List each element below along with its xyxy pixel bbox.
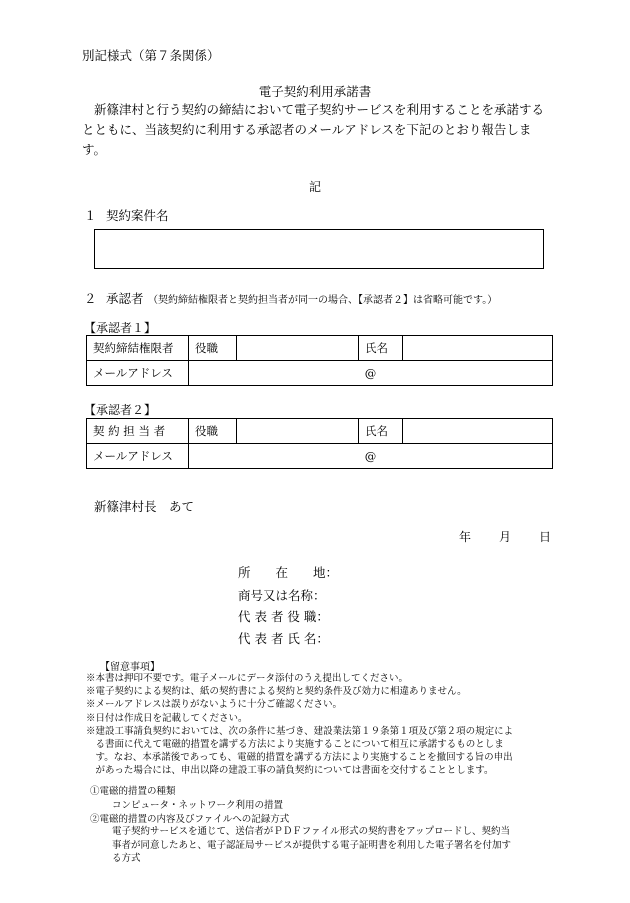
notes-list (86, 672, 513, 778)
applicant-company-label: 商号又は名称： (238, 588, 326, 603)
notes-heading: 【留意事項】 (100, 662, 160, 673)
date-day: 日 (539, 530, 552, 544)
approver1-title-label: 役職 (189, 336, 237, 361)
note-line: ※本書は押印不要です。電子メールにデータ添付のうえ提出してください。 (86, 673, 409, 684)
approver1-title-field[interactable] (237, 336, 359, 361)
approver2-heading: 【承認者２】 (84, 403, 157, 417)
applicant-rep-name-label: 代 表 者 氏 名： (238, 631, 329, 646)
approver2-mail-field[interactable] (189, 444, 553, 469)
approver1-name-label: 氏名 (359, 336, 403, 361)
note-line: ※建設工事請負契約においては、次の条件に基づき、建設業法第１９条第１項及び第２項の規定によ (86, 725, 514, 737)
section2-number: ２ (84, 291, 97, 306)
approver2-title-label: 役職 (189, 419, 237, 444)
approver1-name-field[interactable] (403, 336, 553, 361)
approver1-heading: 【承認者１】 (84, 321, 157, 335)
applicant-rep-title-label: 代 表 者 役 職： (238, 609, 329, 624)
approver2-mail-label: メールアドレス (87, 444, 189, 469)
condition2-line: 電子契約サービスを通じて、送信者がＰＤＦファイル形式の契約書をアップロードし、契約当 (112, 826, 510, 837)
intro-paragraph: 新篠津村と行う契約の締結において電子契約サービスを利用することを承諾するとともに、当該契約に利用する承認者のメールアドレスを下記のとおり報告します。 (82, 102, 545, 157)
at-sign: @ (364, 366, 377, 380)
note-line: ※メールアドレスは誤りがないように十分ご確認ください。 (86, 699, 343, 711)
note-line: る書面に代えて電磁的措置を講ずる方法により実施することについて相互に承諾するものとしま (86, 739, 504, 751)
condition2-title: ②電磁的措置の内容及びファイルへの記録方式 (90, 814, 290, 825)
form-label: 別記様式（第７条関係） (82, 48, 220, 63)
approver2-title-field[interactable] (237, 419, 359, 444)
addressee: 新篠津村長 あて (94, 499, 195, 514)
section1-title: 契約案件名 (106, 208, 169, 223)
contract-name-field[interactable] (94, 229, 544, 269)
condition2-body (112, 825, 511, 866)
note-line: す。なお、本承諾後であっても、電磁的措置を講ずる方法により実施することを撤回する旨の申出 (86, 752, 513, 764)
note-line: ※電子契約による契約は、紙の契約書による契約と契約条件及び効力に相違ありません。 (86, 686, 467, 698)
condition1-body: コンピュータ・ネットワーク利用の措置 (112, 800, 284, 811)
approver2-role-label: 契 約 担 当 者 (87, 419, 189, 444)
section2-note: （契約締結権限者と契約担当者が同一の場合、【承認者２】は省略可能です。） (148, 295, 498, 306)
page-title: 電子契約利用承諾書 (258, 84, 372, 99)
approver1-role-label: 契約締結権限者 (87, 336, 189, 361)
condition2-line: る方式 (112, 853, 141, 864)
approver2-table (86, 418, 553, 469)
condition2-line: 事者が同意したあと、電子認証局サービスが提供する電子証明書を利用した電子署名を付加す (112, 839, 512, 851)
section2-title: 承認者 (106, 291, 144, 306)
approver1-mail-label: メールアドレス (87, 361, 189, 386)
condition1-title: ①電磁的措置の種類 (90, 786, 176, 797)
section1-number: １ (84, 208, 97, 223)
at-sign: @ (364, 449, 377, 463)
ki-label: 記 (308, 180, 321, 194)
approver2-name-field[interactable] (403, 419, 553, 444)
approver1-table (86, 335, 553, 386)
applicant-address-label: 所 在 地： (238, 565, 339, 580)
date-year: 年 (459, 530, 472, 544)
note-line: があった場合には、申出以降の建設工事の請負契約については書面を交付することとします。 (86, 765, 494, 777)
date-month: 月 (499, 530, 512, 544)
approver1-mail-field[interactable] (189, 361, 553, 386)
approver2-name-label: 氏名 (359, 419, 403, 444)
note-line: ※日付は作成日を記載してください。 (86, 712, 248, 724)
